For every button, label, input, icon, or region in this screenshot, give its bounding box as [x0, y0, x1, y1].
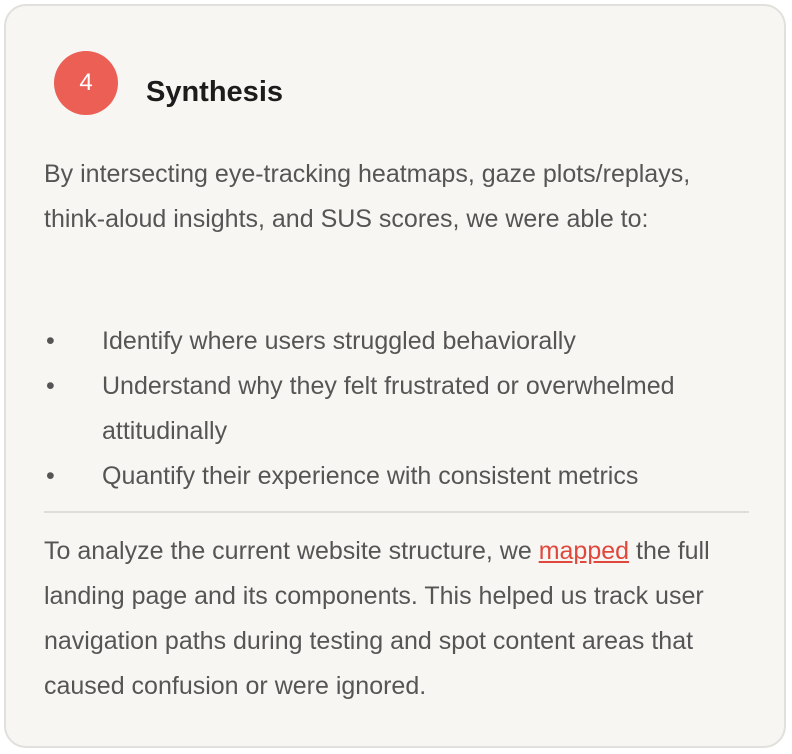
intro-paragraph: By intersecting eye-tracking heatmaps, gaze plots/replays, think-aloud insights, and SUS scores, we were able to:: [44, 160, 691, 233]
synthesis-card: [4, 4, 786, 748]
section-divider: [44, 511, 749, 513]
list-item: [44, 454, 764, 499]
list-item: [44, 319, 764, 364]
section-title: Synthesis: [146, 76, 283, 108]
findings-list: [44, 319, 764, 499]
list-item: [44, 364, 764, 454]
step-number-badge: 4: [54, 51, 118, 115]
outro-text-after-link: the full landing page and its components. This helped us track user navigation paths during testing and spot content areas that caused confusion or were ignored.: [44, 537, 710, 700]
bullet-marker: •: [46, 372, 55, 400]
bullet-marker: •: [46, 462, 55, 490]
outro-text-before-link: To analyze the current website structure, we: [44, 537, 539, 565]
outro-paragraph: [44, 529, 754, 709]
list-item-text: Quantify their experience with consistent metrics: [102, 462, 639, 490]
mapped-link[interactable]: mapped: [538, 537, 630, 565]
bullet-marker: •: [46, 327, 55, 355]
list-item-text: Identify where users struggled behaviorally: [102, 327, 576, 355]
list-item-text: Understand why they felt frustrated or overwhelmed attitudinally: [102, 372, 675, 445]
